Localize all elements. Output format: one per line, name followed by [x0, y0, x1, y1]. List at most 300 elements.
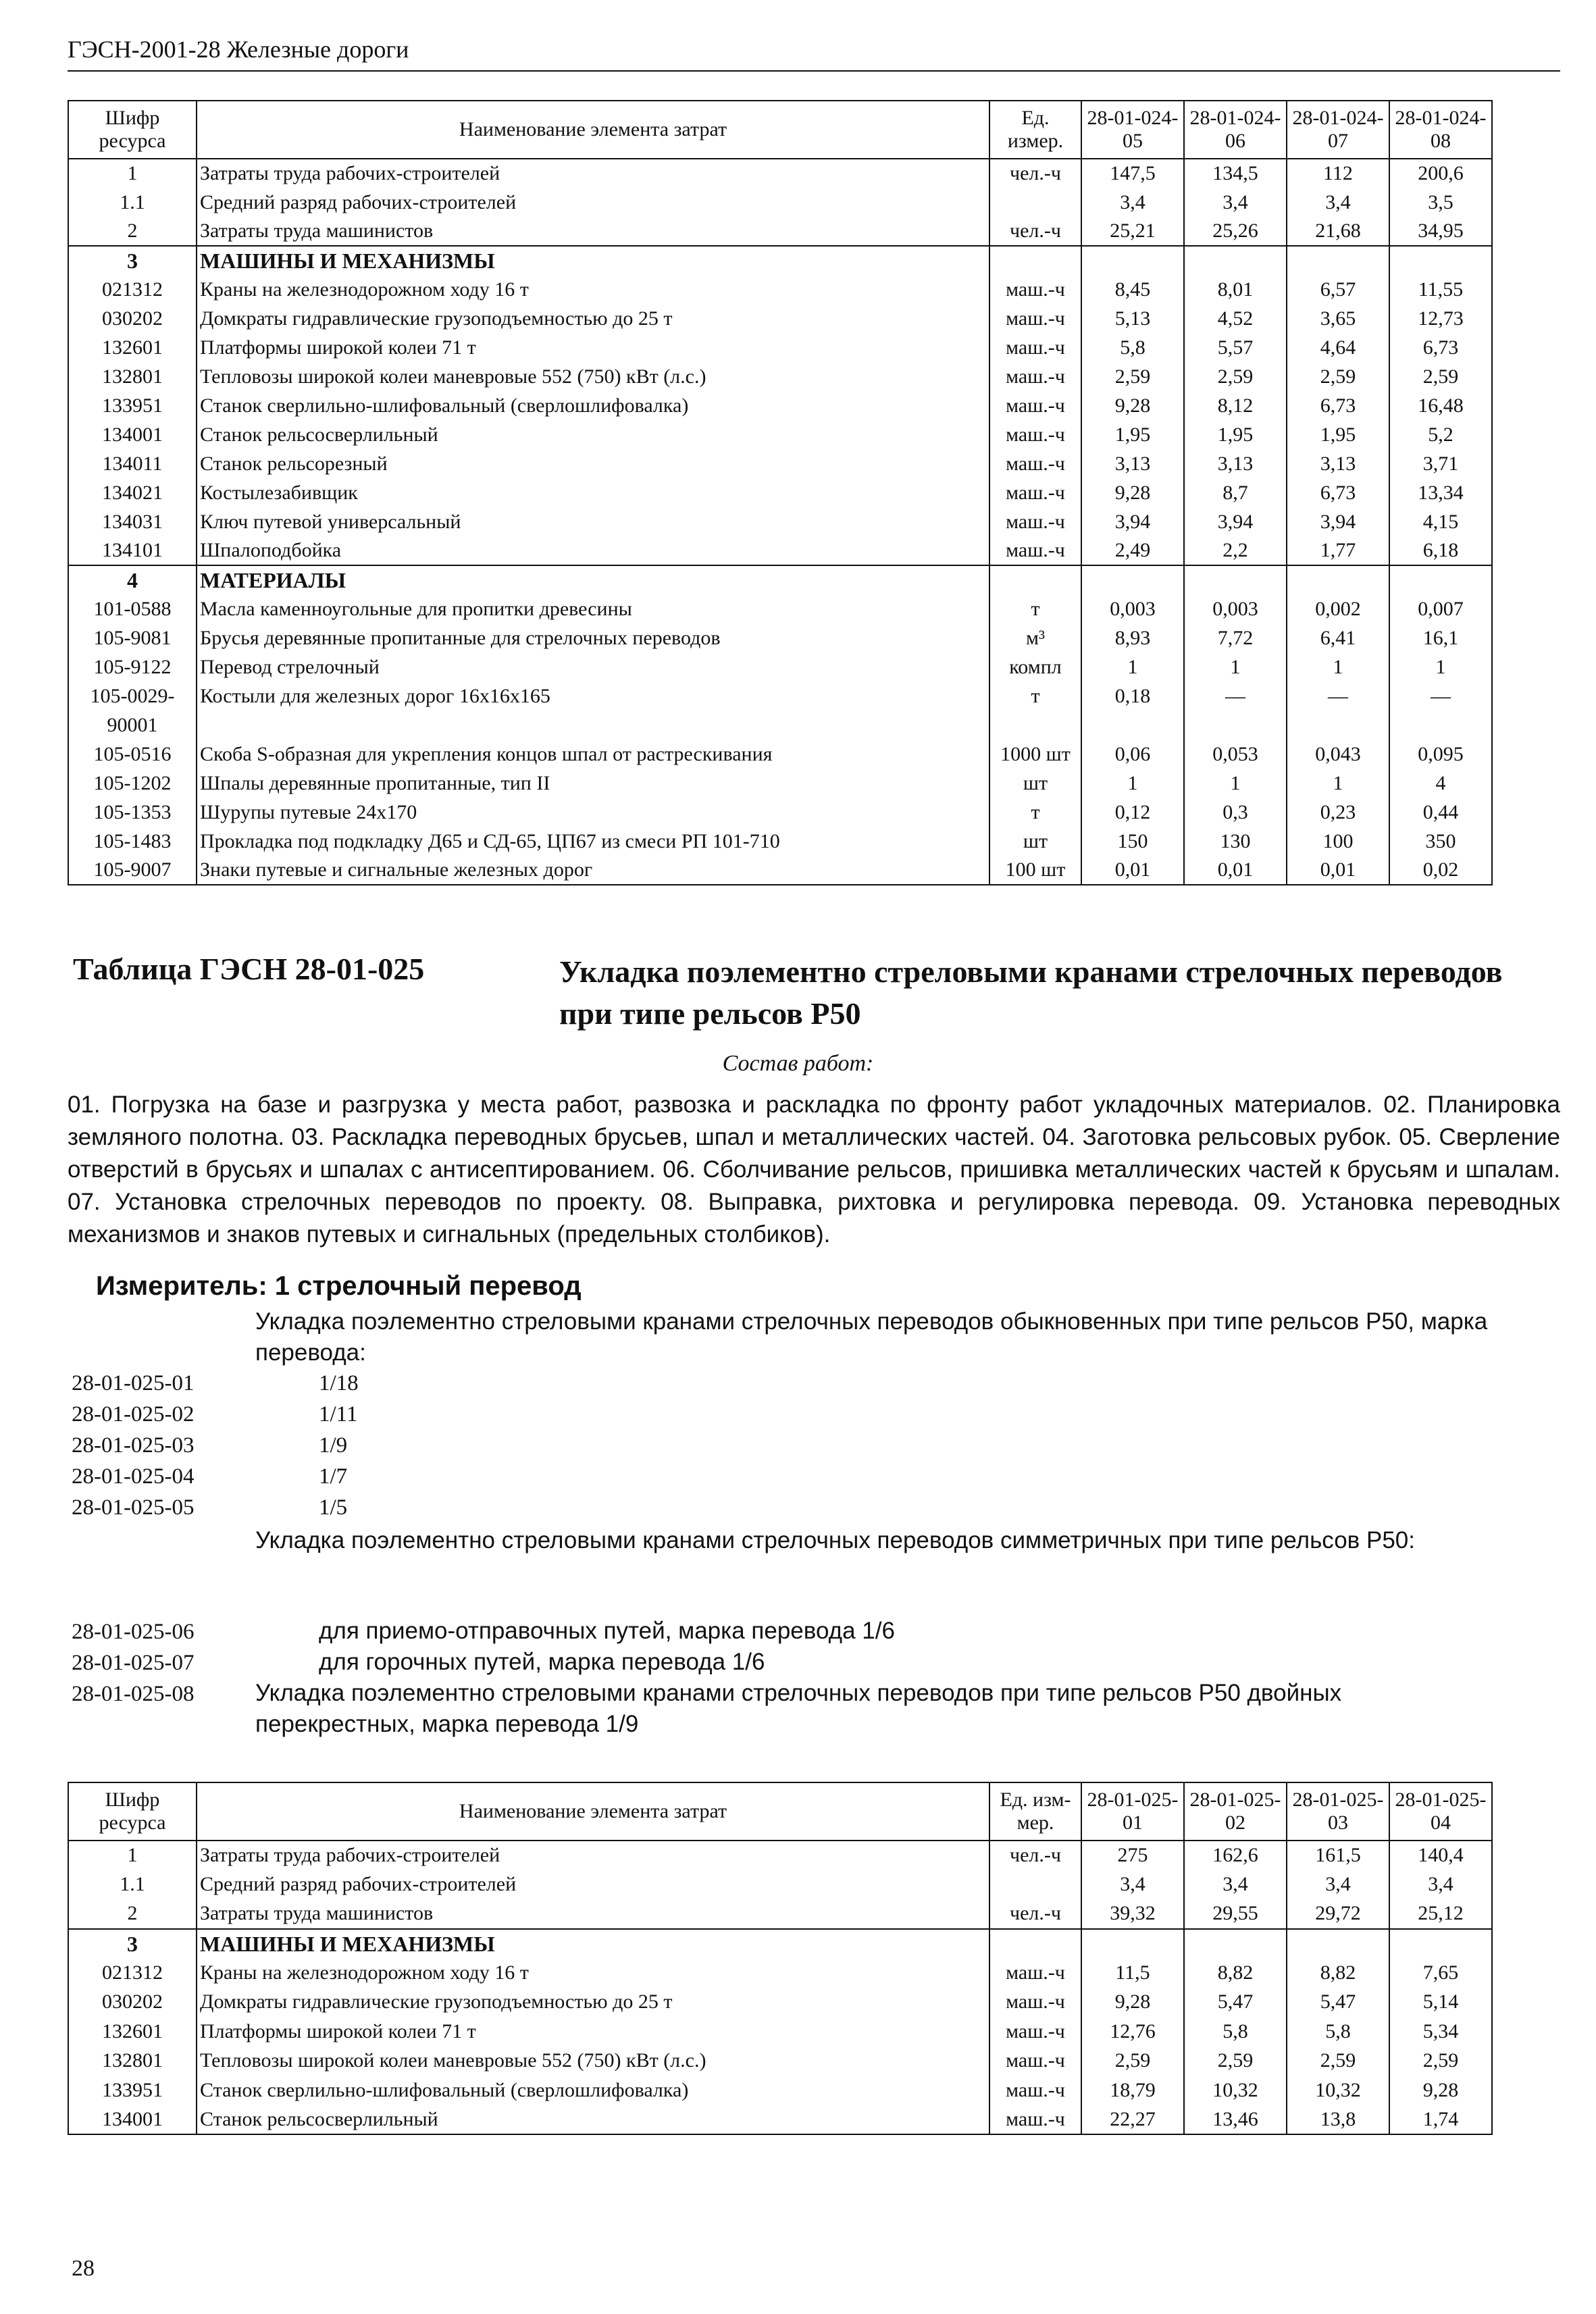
cell-value: 1	[1081, 769, 1184, 798]
cell-name: Краны на железнодорожном ходу 16 т	[197, 275, 989, 304]
cell-name	[197, 711, 989, 740]
norm-code: 28-01-025-07	[72, 1651, 195, 1675]
table-row	[68, 217, 1492, 246]
header-unit: Ед. измер.	[989, 101, 1081, 159]
norm-code: 28-01-025-06	[72, 1620, 195, 1644]
cell-value: 13,8	[1287, 2105, 1389, 2135]
cell-code: 021312	[68, 275, 197, 304]
cell-unit: т	[989, 798, 1081, 827]
norm-code: 28-01-025-02	[72, 1402, 195, 1426]
cell-code: 101-0588	[68, 594, 197, 623]
cell-value: 3,5	[1389, 188, 1492, 217]
cell-name: Станок сверлильно-шлифовальный (сверлошлифовалка)	[197, 2076, 989, 2105]
cell-value: 0,053	[1184, 740, 1287, 769]
cell-value: 2,59	[1389, 2047, 1492, 2076]
cell-value: 0,01	[1184, 856, 1287, 885]
table-row	[68, 2076, 1492, 2105]
norm-item: для горочных путей, марка перевода 1/6	[319, 1649, 765, 1675]
norm-code: 28-01-025-08	[72, 1682, 195, 1706]
cell-value: 8,82	[1184, 1958, 1287, 1988]
cell-value: 0,3	[1184, 798, 1287, 827]
table-header-row	[68, 1782, 1492, 1841]
cell-value: 0,02	[1389, 856, 1492, 885]
cell-value: 1	[1287, 769, 1389, 798]
cell-value: —	[1184, 682, 1287, 711]
header-col: 28-01-025-01	[1081, 1782, 1184, 1841]
cell-name: Брусья деревянные пропитанные для стрелочных переводов	[197, 623, 989, 652]
cell-value	[1184, 246, 1287, 275]
norm-item: 1/18	[319, 1371, 359, 1395]
cell-value: 3,13	[1081, 449, 1184, 478]
cell-value	[1081, 246, 1184, 275]
cell-code: 1	[68, 1841, 197, 1870]
cell-value: 3,4	[1081, 1870, 1184, 1900]
cell-value	[1184, 1929, 1287, 1959]
cell-value: 16,1	[1389, 623, 1492, 652]
cell-name: Затраты труда рабочих-строителей	[197, 159, 989, 188]
cell-code: 3	[68, 246, 197, 275]
cell-unit: шт	[989, 827, 1081, 856]
cell-unit: чел.-ч	[989, 159, 1081, 188]
cell-value: 25,12	[1389, 1899, 1492, 1929]
cell-value: 0,003	[1184, 594, 1287, 623]
cell-value: 0,06	[1081, 740, 1184, 769]
cell-unit: маш.-ч	[989, 2047, 1081, 2076]
table-row	[68, 1929, 1492, 1959]
table-row	[68, 188, 1492, 217]
cell-value: 4,15	[1389, 507, 1492, 536]
cell-unit: маш.-ч	[989, 507, 1081, 536]
cell-unit: т	[989, 594, 1081, 623]
cell-value: 5,47	[1287, 1988, 1389, 2017]
cell-value: 1,95	[1184, 420, 1287, 449]
cell-value: 140,4	[1389, 1841, 1492, 1870]
table-row	[68, 1958, 1492, 1988]
norm-code: 28-01-025-04	[72, 1464, 195, 1489]
cell-value: 134,5	[1184, 159, 1287, 188]
cell-value: 12,76	[1081, 2017, 1184, 2047]
norm-item: 1/5	[319, 1495, 348, 1520]
cell-value: 2,59	[1081, 2047, 1184, 2076]
cell-value: 3,71	[1389, 449, 1492, 478]
cell-value: 3,94	[1287, 507, 1389, 536]
table-row	[68, 565, 1492, 594]
header-col: 28-01-024-06	[1184, 101, 1287, 159]
cell-unit	[989, 1870, 1081, 1900]
cell-value: 4,64	[1287, 333, 1389, 362]
cell-value: 3,4	[1184, 1870, 1287, 1900]
cell-name: Платформы широкой колеи 71 т	[197, 333, 989, 362]
cell-value: 6,73	[1287, 391, 1389, 420]
cell-value	[1287, 565, 1389, 594]
cell-value: 3,4	[1287, 188, 1389, 217]
cell-value	[1081, 565, 1184, 594]
cost-table-024	[68, 100, 1493, 885]
cell-name: Скоба S-образная для укрепления концов шпал от растрескивания	[197, 740, 989, 769]
cell-value: 25,26	[1184, 217, 1287, 246]
table-row	[68, 2105, 1492, 2135]
cell-value: 39,32	[1081, 1899, 1184, 1929]
cell-unit: маш.-ч	[989, 275, 1081, 304]
cell-value: 112	[1287, 159, 1389, 188]
cell-value: 0,01	[1287, 856, 1389, 885]
cell-value	[1184, 565, 1287, 594]
table-row	[68, 827, 1492, 856]
cell-value: 2,59	[1389, 362, 1492, 391]
cell-value: 18,79	[1081, 2076, 1184, 2105]
header-col: 28-01-025-02	[1184, 1782, 1287, 1841]
cell-value: 5,14	[1389, 1988, 1492, 2017]
cell-value: 3,13	[1184, 449, 1287, 478]
cell-value: 0,095	[1389, 740, 1492, 769]
cell-unit: маш.-ч	[989, 420, 1081, 449]
cell-unit: т	[989, 682, 1081, 711]
cell-value: 7,65	[1389, 1958, 1492, 1988]
cell-value: 2,49	[1081, 536, 1184, 565]
cell-value: 1	[1184, 769, 1287, 798]
table-row	[68, 449, 1492, 478]
table-row	[68, 420, 1492, 449]
table-row	[68, 275, 1492, 304]
cell-value: 3,65	[1287, 304, 1389, 333]
cell-code: 1.1	[68, 188, 197, 217]
cell-code: 105-9007	[68, 856, 197, 885]
cell-value: 10,32	[1184, 2076, 1287, 2105]
cell-value: 9,28	[1081, 478, 1184, 507]
cell-name: Прокладка под подкладку Д65 и СД-65, ЦП67 из смеси РП 101-710	[197, 827, 989, 856]
cell-value: 0,007	[1389, 594, 1492, 623]
table-row	[68, 304, 1492, 333]
cell-value	[1389, 246, 1492, 275]
cell-unit: маш.-ч	[989, 362, 1081, 391]
cell-value: 34,95	[1389, 217, 1492, 246]
cell-value: 13,46	[1184, 2105, 1287, 2135]
cell-value: 3,4	[1389, 1870, 1492, 1900]
cell-unit: маш.-ч	[989, 449, 1081, 478]
cell-code: 132801	[68, 2047, 197, 2076]
cell-value: 21,68	[1287, 217, 1389, 246]
cell-value: 130	[1184, 827, 1287, 856]
cell-unit	[989, 565, 1081, 594]
cell-value: 0,18	[1081, 682, 1184, 711]
cell-code: 134001	[68, 420, 197, 449]
page-number: 28	[72, 2256, 95, 2281]
cell-code: 134021	[68, 478, 197, 507]
cell-name: Тепловозы широкой колеи маневровые 552 (750) кВт (л.с.)	[197, 362, 989, 391]
cell-value: 0,12	[1081, 798, 1184, 827]
cell-name: Шурупы путевые 24х170	[197, 798, 989, 827]
table-row	[68, 2017, 1492, 2047]
norm-code: 28-01-025-05	[72, 1495, 195, 1520]
cell-name: Станок сверлильно-шлифовальный (сверлошлифовалка)	[197, 391, 989, 420]
cell-value: 0,23	[1287, 798, 1389, 827]
table-row	[68, 391, 1492, 420]
cell-name: Затраты труда машинистов	[197, 217, 989, 246]
norm-item: 1/7	[319, 1464, 348, 1489]
cell-code: 134011	[68, 449, 197, 478]
cell-value: 161,5	[1287, 1841, 1389, 1870]
table-row	[68, 856, 1492, 885]
header-rule	[68, 70, 1560, 72]
cell-value: 200,6	[1389, 159, 1492, 188]
cell-code: 132801	[68, 362, 197, 391]
table-row	[68, 1899, 1492, 1929]
cell-unit: маш.-ч	[989, 536, 1081, 565]
cell-name: Средний разряд рабочих-строителей	[197, 1870, 989, 1900]
cell-value	[1389, 565, 1492, 594]
cell-value: 9,28	[1081, 391, 1184, 420]
cell-name: МАШИНЫ И МЕХАНИЗМЫ	[197, 1929, 989, 1959]
cell-unit: 1000 шт	[989, 740, 1081, 769]
cell-value: 3,94	[1184, 507, 1287, 536]
cell-unit: маш.-ч	[989, 1988, 1081, 2017]
cell-value: 5,57	[1184, 333, 1287, 362]
cell-code: 133951	[68, 2076, 197, 2105]
cell-unit: маш.-ч	[989, 333, 1081, 362]
cell-name: МАШИНЫ И МЕХАНИЗМЫ	[197, 246, 989, 275]
cell-value: 12,73	[1389, 304, 1492, 333]
description-ordinary: Укладка поэлементно стреловыми кранами стрелочных переводов обыкновенных при типе рельсов Р50, марка перевода:	[255, 1308, 1488, 1366]
cell-name: Краны на железнодорожном ходу 16 т	[197, 1958, 989, 1988]
cell-value: 11,5	[1081, 1958, 1184, 1988]
cell-value: 6,41	[1287, 623, 1389, 652]
cell-code: 030202	[68, 1988, 197, 2017]
cell-value: 3,4	[1184, 188, 1287, 217]
table-row	[68, 1870, 1492, 1900]
cell-value: 1,95	[1081, 420, 1184, 449]
cell-value: 2,59	[1081, 362, 1184, 391]
cell-value: 8,12	[1184, 391, 1287, 420]
cell-code: 90001	[68, 711, 197, 740]
cell-value: 7,72	[1184, 623, 1287, 652]
cell-value: 1	[1184, 652, 1287, 682]
cell-value	[1081, 1929, 1184, 1959]
cell-value	[1287, 246, 1389, 275]
cell-value: 3,94	[1081, 507, 1184, 536]
table-header-row	[68, 101, 1492, 159]
cell-unit: маш.-ч	[989, 2017, 1081, 2047]
cell-value	[1389, 1929, 1492, 1959]
cell-value: 1,77	[1287, 536, 1389, 565]
cell-name: Костылезабивщик	[197, 478, 989, 507]
cell-value: 3,4	[1081, 188, 1184, 217]
norm-code: 28-01-025-01	[72, 1371, 195, 1395]
cell-code: 134101	[68, 536, 197, 565]
cell-unit	[989, 1929, 1081, 1959]
cell-value	[1287, 1929, 1389, 1959]
cell-value: 3,13	[1287, 449, 1389, 478]
cell-name: Шпалоподбойка	[197, 536, 989, 565]
table-row	[68, 1988, 1492, 2017]
cell-name: Платформы широкой колеи 71 т	[197, 2017, 989, 2047]
cell-code: 105-9081	[68, 623, 197, 652]
cell-value: 6,73	[1389, 333, 1492, 362]
table-row	[68, 159, 1492, 188]
cell-value: 25,21	[1081, 217, 1184, 246]
table-row	[68, 333, 1492, 362]
cell-value: 0,002	[1287, 594, 1389, 623]
cell-code: 2	[68, 217, 197, 246]
cell-code: 021312	[68, 1958, 197, 1988]
cell-name: Перевод стрелочный	[197, 652, 989, 682]
header-unit: Ед. изм-мер.	[989, 1782, 1081, 1841]
cell-value: 8,01	[1184, 275, 1287, 304]
cell-unit: маш.-ч	[989, 478, 1081, 507]
header-col: 28-01-024-08	[1389, 101, 1492, 159]
cell-value: 150	[1081, 827, 1184, 856]
cell-unit	[989, 188, 1081, 217]
work-composition-heading: Состав работ:	[722, 1051, 874, 1076]
cell-unit	[989, 711, 1081, 740]
table-row	[68, 2047, 1492, 2076]
header-name: Наименование элемента затрат	[197, 101, 989, 159]
cell-code: 1.1	[68, 1870, 197, 1900]
cell-value: 22,27	[1081, 2105, 1184, 2135]
cell-value: 5,2	[1389, 420, 1492, 449]
cell-value: 5,13	[1081, 304, 1184, 333]
table-row	[68, 507, 1492, 536]
table-row	[68, 711, 1492, 740]
cell-value: —	[1389, 682, 1492, 711]
table-heading: Укладка поэлементно стреловыми кранами стрелочных переводов при типе рельсов Р50	[559, 954, 1503, 1031]
cell-value: 2,59	[1287, 362, 1389, 391]
table-row	[68, 798, 1492, 827]
table-row	[68, 682, 1492, 711]
cell-value: 162,6	[1184, 1841, 1287, 1870]
header-name: Наименование элемента затрат	[197, 1782, 989, 1841]
cell-code: 134001	[68, 2105, 197, 2135]
header-col: 28-01-024-05	[1081, 101, 1184, 159]
cell-name: Ключ путевой универсальный	[197, 507, 989, 536]
cell-value: 2,59	[1184, 2047, 1287, 2076]
cell-name: Шпалы деревянные пропитанные, тип II	[197, 769, 989, 798]
header-col: 28-01-025-03	[1287, 1782, 1389, 1841]
cell-value: 5,8	[1081, 333, 1184, 362]
cell-value: 5,34	[1389, 2017, 1492, 2047]
cell-code: 105-1483	[68, 827, 197, 856]
cell-unit: маш.-ч	[989, 2105, 1081, 2135]
cost-table-025	[68, 1782, 1493, 2135]
description-symmetric: Укладка поэлементно стреловыми кранами стрелочных переводов симметричных при типе рельсов Р50:	[255, 1527, 1415, 1553]
cell-value: 5,8	[1287, 2017, 1389, 2047]
cell-name: Знаки путевые и сигнальные железных дорог	[197, 856, 989, 885]
cell-name: Домкраты гидравлические грузоподъемностью до 25 т	[197, 304, 989, 333]
norm-item: Укладка поэлементно стреловыми кранами стрелочных переводов при типе рельсов Р50 двойных перекрестных, марка перевода 1/9	[255, 1680, 1342, 1737]
cell-value: 0,01	[1081, 856, 1184, 885]
cell-unit: шт	[989, 769, 1081, 798]
cell-value: 2,2	[1184, 536, 1287, 565]
cell-unit: чел.-ч	[989, 217, 1081, 246]
cell-value: 11,55	[1389, 275, 1492, 304]
cell-value: 350	[1389, 827, 1492, 856]
table-row	[68, 623, 1492, 652]
cell-value: 147,5	[1081, 159, 1184, 188]
cell-code: 105-1202	[68, 769, 197, 798]
cell-value	[1287, 711, 1389, 740]
cell-unit: чел.-ч	[989, 1841, 1081, 1870]
cell-value: 1	[1287, 652, 1389, 682]
cell-code: 133951	[68, 391, 197, 420]
cell-unit: маш.-ч	[989, 2076, 1081, 2105]
cell-unit: 100 шт	[989, 856, 1081, 885]
cell-code: 105-9122	[68, 652, 197, 682]
cell-name: МАТЕРИАЛЫ	[197, 565, 989, 594]
cell-unit	[989, 246, 1081, 275]
cell-value: 8,93	[1081, 623, 1184, 652]
cell-value: 9,28	[1081, 1988, 1184, 2017]
cell-value: 0,44	[1389, 798, 1492, 827]
cell-code: 132601	[68, 333, 197, 362]
cell-value: 13,34	[1389, 478, 1492, 507]
table-row	[68, 594, 1492, 623]
measure-unit: Измеритель: 1 стрелочный перевод	[96, 1271, 582, 1301]
cell-unit: маш.-ч	[989, 304, 1081, 333]
header-code: Шифр ресурса	[68, 1782, 197, 1841]
cell-value	[1081, 711, 1184, 740]
cell-value: 10,32	[1287, 2076, 1389, 2105]
table-row	[68, 1841, 1492, 1870]
cell-code: 105-1353	[68, 798, 197, 827]
cell-unit: маш.-ч	[989, 391, 1081, 420]
table-row	[68, 478, 1492, 507]
cell-value: 1	[1081, 652, 1184, 682]
cell-unit: чел.-ч	[989, 1899, 1081, 1929]
cell-value: 4,52	[1184, 304, 1287, 333]
cell-value: 8,45	[1081, 275, 1184, 304]
table-row	[68, 769, 1492, 798]
table-row	[68, 362, 1492, 391]
cell-code: 3	[68, 1929, 197, 1959]
table-row	[68, 652, 1492, 682]
cell-value: 0,003	[1081, 594, 1184, 623]
cell-value: 4	[1389, 769, 1492, 798]
work-composition-text: 01. Погрузка на базе и разгрузка у места работ, развозка и раскладка по фронту работ укладочных материалов. 02. Планировка земляного полотна. 03. Раскладка переводных брусьев, шпал и металлических частей. 04. Заготовка рельсовых рубок. 05. Сверление отверстий в брусьях и шпалах с антисептированием. 06. Сболчивание рельсов, пришивка металлических частей к брусьям и шпалам. 07. Установка стрелочных переводов по проекту. 08. Выправка, рихтовка и регулировка перевода. 09. Установка переводных механизмов и знаков путевых и сигнальных (предельных столбиков).	[68, 1091, 1560, 1248]
cell-value: 1,74	[1389, 2105, 1492, 2135]
cell-code: 030202	[68, 304, 197, 333]
cell-unit: маш.-ч	[989, 1958, 1081, 1988]
cell-value: 6,57	[1287, 275, 1389, 304]
table-row	[68, 740, 1492, 769]
cell-value: 5,47	[1184, 1988, 1287, 2017]
cell-value	[1389, 711, 1492, 740]
cell-value: 29,55	[1184, 1899, 1287, 1929]
table-row	[68, 536, 1492, 565]
cell-value: 1	[1389, 652, 1492, 682]
cell-value: 2,59	[1184, 362, 1287, 391]
cell-value: 6,73	[1287, 478, 1389, 507]
cell-value: —	[1287, 682, 1389, 711]
cell-value: 6,18	[1389, 536, 1492, 565]
cell-name: Затраты труда машинистов	[197, 1899, 989, 1929]
cell-value: 29,72	[1287, 1899, 1389, 1929]
header-col: 28-01-025-04	[1389, 1782, 1492, 1841]
cell-value: 0,043	[1287, 740, 1389, 769]
cell-name: Домкраты гидравлические грузоподъемностью до 25 т	[197, 1988, 989, 2017]
cell-value: 5,8	[1184, 2017, 1287, 2047]
cell-code: 4	[68, 565, 197, 594]
cell-value: 9,28	[1389, 2076, 1492, 2105]
cell-value: 8,82	[1287, 1958, 1389, 1988]
cell-value: 100	[1287, 827, 1389, 856]
running-header: ГЭСН-2001-28 Железные дороги	[68, 36, 409, 63]
cell-code: 105-0516	[68, 740, 197, 769]
cell-code: 132601	[68, 2017, 197, 2047]
cell-unit: м³	[989, 623, 1081, 652]
cell-name: Станок рельсосверлильный	[197, 420, 989, 449]
cell-value: 1,95	[1287, 420, 1389, 449]
table-row	[68, 246, 1492, 275]
norm-item: для приемо-отправочных путей, марка перевода 1/6	[319, 1618, 895, 1644]
